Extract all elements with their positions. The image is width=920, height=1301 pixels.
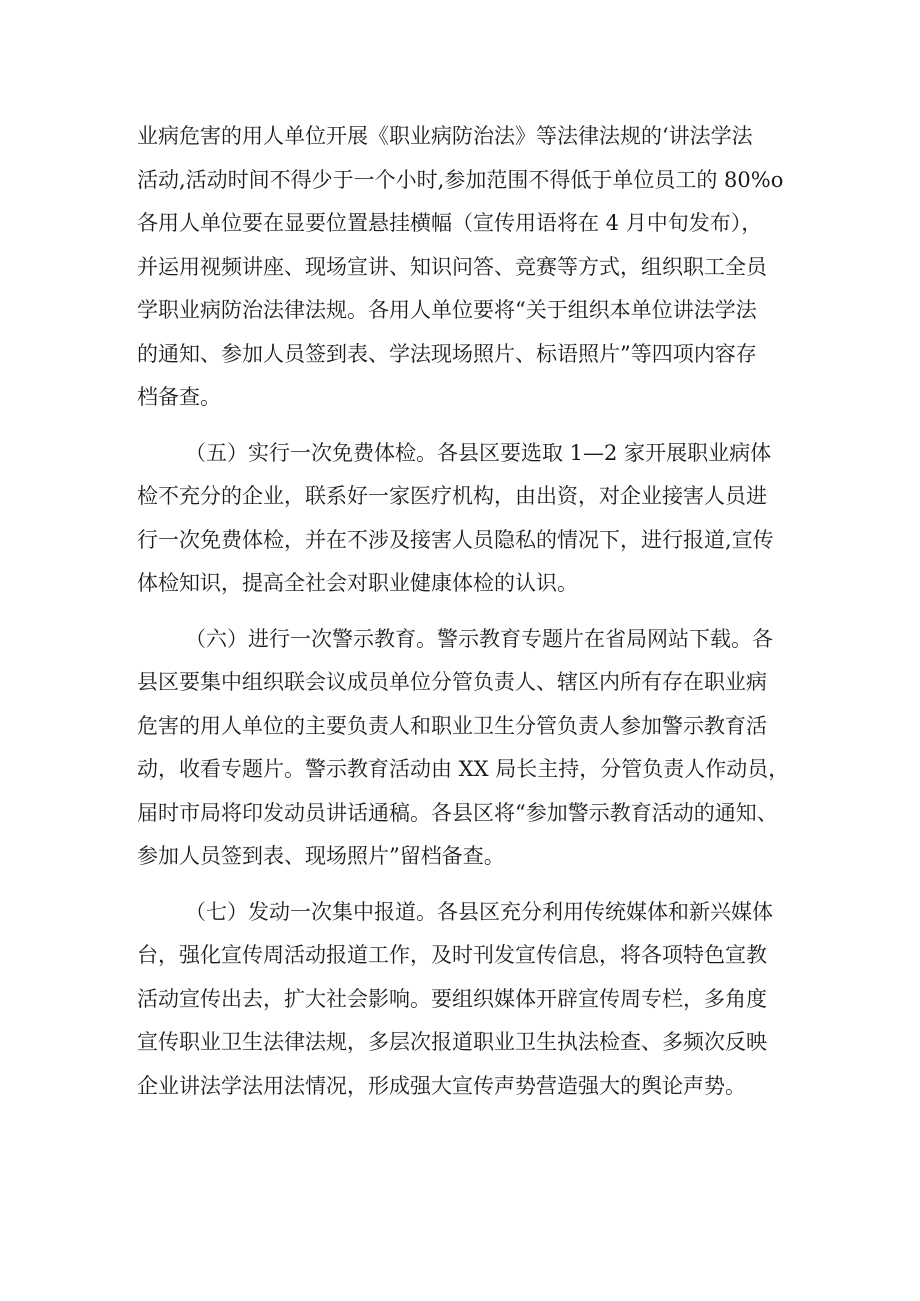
paragraph-line: 检不充分的企业，联系好一家医疗机构，由出资，对企业接害人员进 — [137, 484, 767, 508]
paragraph-line: 企业讲法学法用法情况，形成强大宣传声势营造强大的舆论声势。 — [137, 1073, 746, 1098]
paragraph-1 — [137, 115, 797, 420]
paragraph-line: 活动宣传出去，扩大社会影响。要组织媒体开辟宣传周专栏，多角度 — [137, 986, 767, 1011]
paragraph-2 — [137, 432, 797, 606]
paragraph-line: 各用人单位要在显要位置悬挂横幅（宣传用语将在 4 月中旬发布）， — [137, 211, 763, 235]
paragraph-line: 动，收看专题片。警示教育活动由 XX 局长主持，分管负责人作动员， — [137, 757, 790, 781]
paragraph-line: 宣传职业卫生法律法规，多层次报道职业卫生执法检查、多频次反映 — [137, 1030, 767, 1054]
paragraph-line: 危害的用人单位的主要负责人和职业卫生分管负责人参加警示教育活 — [137, 713, 767, 738]
paragraph-line: 的通知、参加人员签到表、学法现场照片、标语照片”等四项内容存 — [137, 341, 757, 366]
paragraph-line: 业病危害的用人单位开展《职业病防治法》等法律法规的‘讲法学法 — [137, 124, 753, 148]
paragraph-gap — [137, 606, 797, 618]
paragraph-line: 届时市局将印发动员讲话通稿。各县区将“参加警示教育活动的通知、 — [137, 800, 778, 825]
paragraph-gap — [137, 879, 797, 891]
paragraph-gap — [137, 420, 797, 432]
paragraph-line: 县区要集中组织联会议成员单位分管负责人、辖区内所有存在职业病 — [137, 670, 767, 694]
paragraph-first-line: （七）发动一次集中报道。各县区充分利用传统媒体和新兴媒体 — [185, 899, 773, 924]
paragraph-3 — [137, 618, 797, 879]
paragraph-4 — [137, 891, 797, 1109]
paragraph-line: 参加人员签到表、现场照片”留档备查。 — [137, 844, 505, 868]
paragraph-line: 学职业病防治法律法规。各用人单位要将“关于组织本单位讲法学法 — [137, 298, 757, 322]
paragraph-first-line: （六）进行一次警示教育。警示教育专题片在省局网站下载。各 — [185, 626, 773, 651]
paragraph-line: 行一次免费体检，并在不涉及接害人员隐私的情况下，进行报道,宣传 — [137, 527, 774, 552]
paragraph-first-line: （五）实行一次免费体检。各县区要选取 1—2 家开展职业病体 — [185, 440, 772, 465]
paragraph-line: 体检知识，提高全社会对职业健康体检的认识。 — [137, 571, 578, 595]
paragraph-line: 档备查。 — [137, 385, 221, 409]
document-body — [137, 115, 797, 1108]
paragraph-line: 台，强化宣传周活动报道工作，及时刊发宣传信息，将各项特色宣教 — [137, 943, 767, 967]
paragraph-line: 活动,活动时间不得少于一个小时,参加范围不得低于单位员工的 80%o — [137, 167, 784, 192]
paragraph-line: 并运用视频讲座、现场宣讲、知识问答、竞赛等方式，组织职工全员 — [137, 254, 767, 279]
